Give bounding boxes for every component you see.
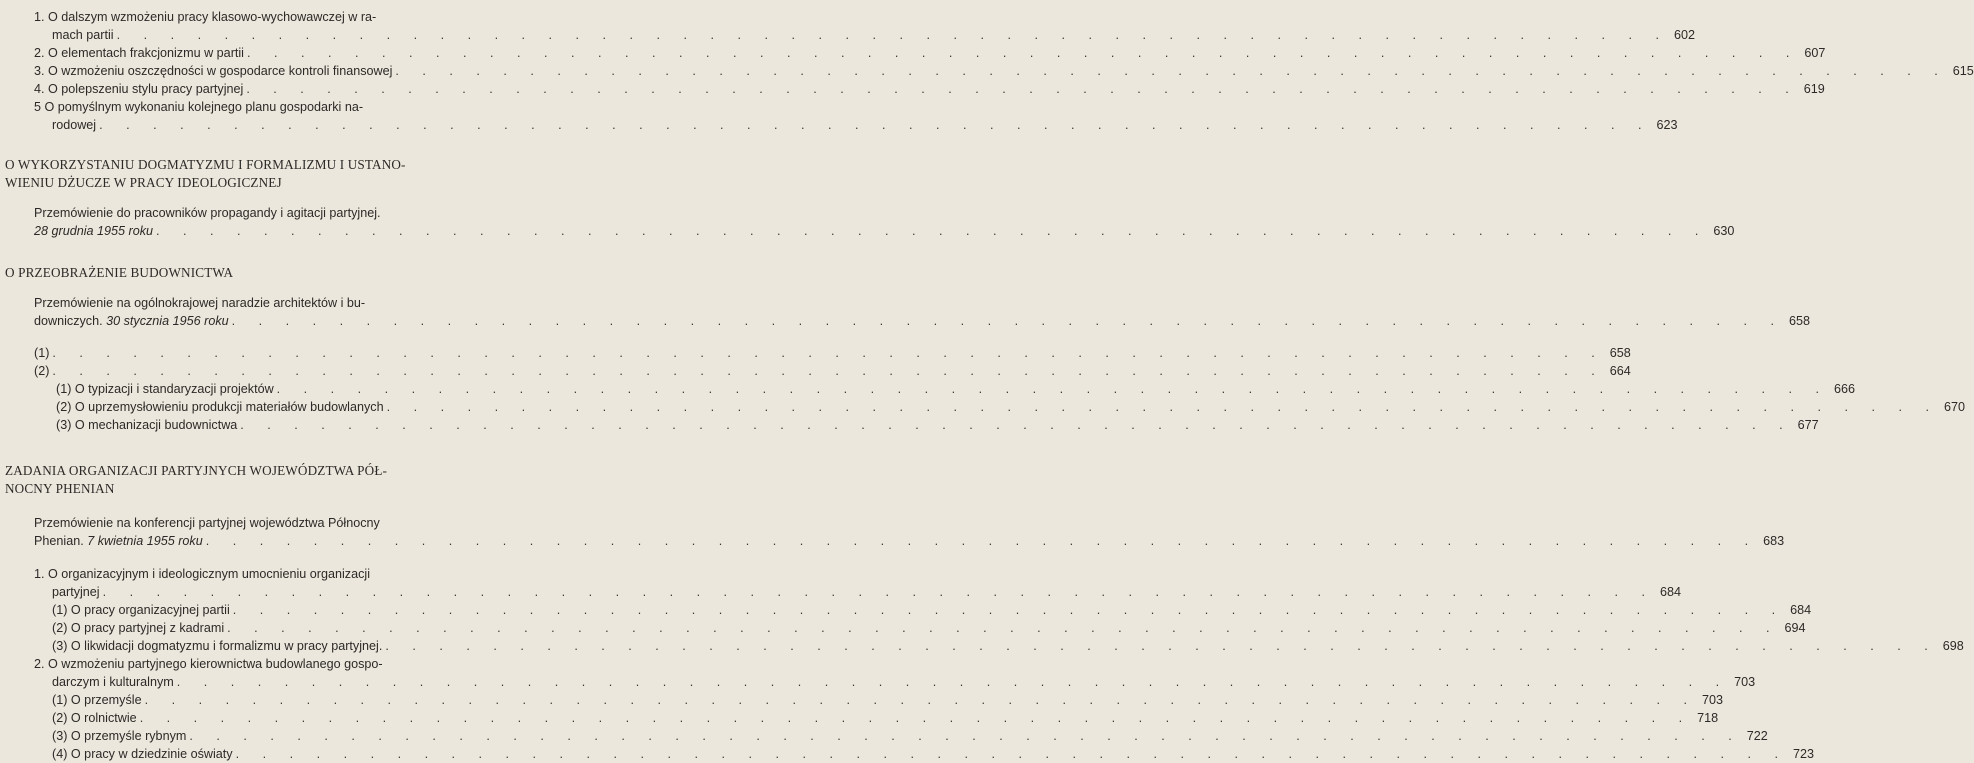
speech-description: Przemówienie do pracowników propagandy i agitacji partyjnej. bbox=[34, 206, 381, 220]
speech-date: 28 grudnia 1955 roku bbox=[34, 224, 154, 238]
toc-entry: (3) O przemyśle rybnym . . . 722 bbox=[52, 727, 484, 745]
speech-date: 7 kwietnia 1955 roku bbox=[87, 534, 203, 548]
toc-entry: (3) O likwidacji dogmatyzmu i formalizmu w pracy partyjnej. . . . 698 bbox=[52, 637, 484, 655]
section-heading: O PRZEOBRAŻENIE BUDOWNICTWA bbox=[5, 265, 234, 280]
page-number: 630 bbox=[1713, 224, 1735, 238]
page-number: 607 bbox=[1804, 46, 1826, 60]
speech-date: 30 stycznia 1956 roku bbox=[106, 314, 229, 328]
toc-entry: mach partii . . . 602 bbox=[52, 26, 484, 44]
speech-description: Przemówienie na konferencji partyjnej województwa Północny bbox=[34, 516, 380, 530]
page-number: 684 bbox=[1659, 585, 1681, 599]
toc-entry: darczym i kulturalnym . . . 703 bbox=[52, 673, 484, 691]
toc-entry: (2) O uprzemysłowieniu produkcji materiałów budowlanych . . . 670 bbox=[56, 398, 484, 416]
toc-entry-line: 1. O dalszym wzmożeniu pracy klasowo-wychowawczej w ra- bbox=[34, 10, 377, 24]
toc-entry: (1) . . . 658 bbox=[34, 344, 484, 362]
page-number: 658 bbox=[1789, 314, 1811, 328]
page-number: 703 bbox=[1701, 693, 1723, 707]
page-number: 666 bbox=[1834, 382, 1856, 396]
section-heading: O WYKORZYSTANIU DOGMATYZMU I FORMALIZMU I USTANO- bbox=[5, 157, 406, 172]
page-number: 623 bbox=[1656, 118, 1678, 132]
speech-description: Przemówienie na ogólnokrajowej naradzie architektów i bu- bbox=[34, 296, 366, 310]
page-number: 703 bbox=[1734, 675, 1756, 689]
page-number: 615 bbox=[1952, 64, 1974, 78]
toc-entry: (1) O przemyśle . . . 703 bbox=[52, 691, 484, 709]
section-heading-continued: WIENIU DŻUCZE W PRACY IDEOLOGICZNEJ bbox=[5, 175, 282, 190]
page-number: 683 bbox=[1763, 534, 1785, 548]
toc-entry bbox=[34, 222, 1735, 240]
page-number: 664 bbox=[1609, 364, 1631, 378]
toc-entry: (4) O pracy w dziedzinie oświaty . . . 723 bbox=[52, 745, 484, 763]
page-number: 698 bbox=[1942, 639, 1964, 653]
toc-entry: (2) O rolnictwie . . . 718 bbox=[52, 709, 484, 727]
toc-entry: (2) . . . 664 bbox=[34, 362, 484, 380]
toc-entry: partyjnej . . . 684 bbox=[52, 583, 484, 601]
toc-entry: (3) O mechanizacji budownictwa . . . 677 bbox=[56, 416, 484, 434]
page-number: 694 bbox=[1784, 621, 1806, 635]
toc-entry: rodowej . . . 623 bbox=[52, 116, 484, 134]
page-number: 619 bbox=[1803, 82, 1825, 96]
toc-entry-line: 5 O pomyślnym wykonaniu kolejnego planu gospodarki na- bbox=[34, 100, 364, 114]
page-number: 723 bbox=[1792, 747, 1814, 761]
toc-entry: Phenian. 7 kwietnia 1955 roku . . . 683 bbox=[34, 532, 484, 550]
toc-entry-line: 1. O organizacyjnym i ideologicznym umocnieniu organizacji bbox=[34, 567, 370, 581]
toc-entry: 3. O wzmożeniu oszczędności w gospodarce kontroli finansowej . . . 615 bbox=[34, 62, 484, 80]
section-heading: ZADANIA ORGANIZACJI PARTYJNYCH WOJEWÓDZTWA PÓŁ- bbox=[5, 463, 388, 478]
toc-entry-line: 2. O wzmożeniu partyjnego kierownictwa budowlanego gospo- bbox=[34, 657, 383, 671]
section-heading-continued: NOCNY PHENIAN bbox=[5, 481, 115, 496]
page-number: 718 bbox=[1697, 711, 1719, 725]
page-number: 722 bbox=[1746, 729, 1768, 743]
toc-entry: 4. O polepszeniu stylu pracy partyjnej . . . 619 bbox=[34, 80, 484, 98]
toc-entry: 2. O elementach frakcjonizmu w partii . . . 607 bbox=[34, 44, 484, 62]
page-number: 670 bbox=[1943, 400, 1965, 414]
page-number: 658 bbox=[1609, 346, 1631, 360]
toc-entry: (1) O typizacji i standaryzacji projektów . . . 666 bbox=[56, 380, 484, 398]
toc-entry: downiczych. 30 stycznia 1956 roku . . . 658 bbox=[34, 312, 484, 330]
page-number: 684 bbox=[1790, 603, 1812, 617]
page-number: 602 bbox=[1673, 28, 1695, 42]
toc-entry: (1) O pracy organizacyjnej partii . . . 684 bbox=[52, 601, 484, 619]
toc-entry: (2) O pracy partyjnej z kadrami . . . 694 bbox=[52, 619, 484, 637]
page-number: 677 bbox=[1797, 418, 1819, 432]
